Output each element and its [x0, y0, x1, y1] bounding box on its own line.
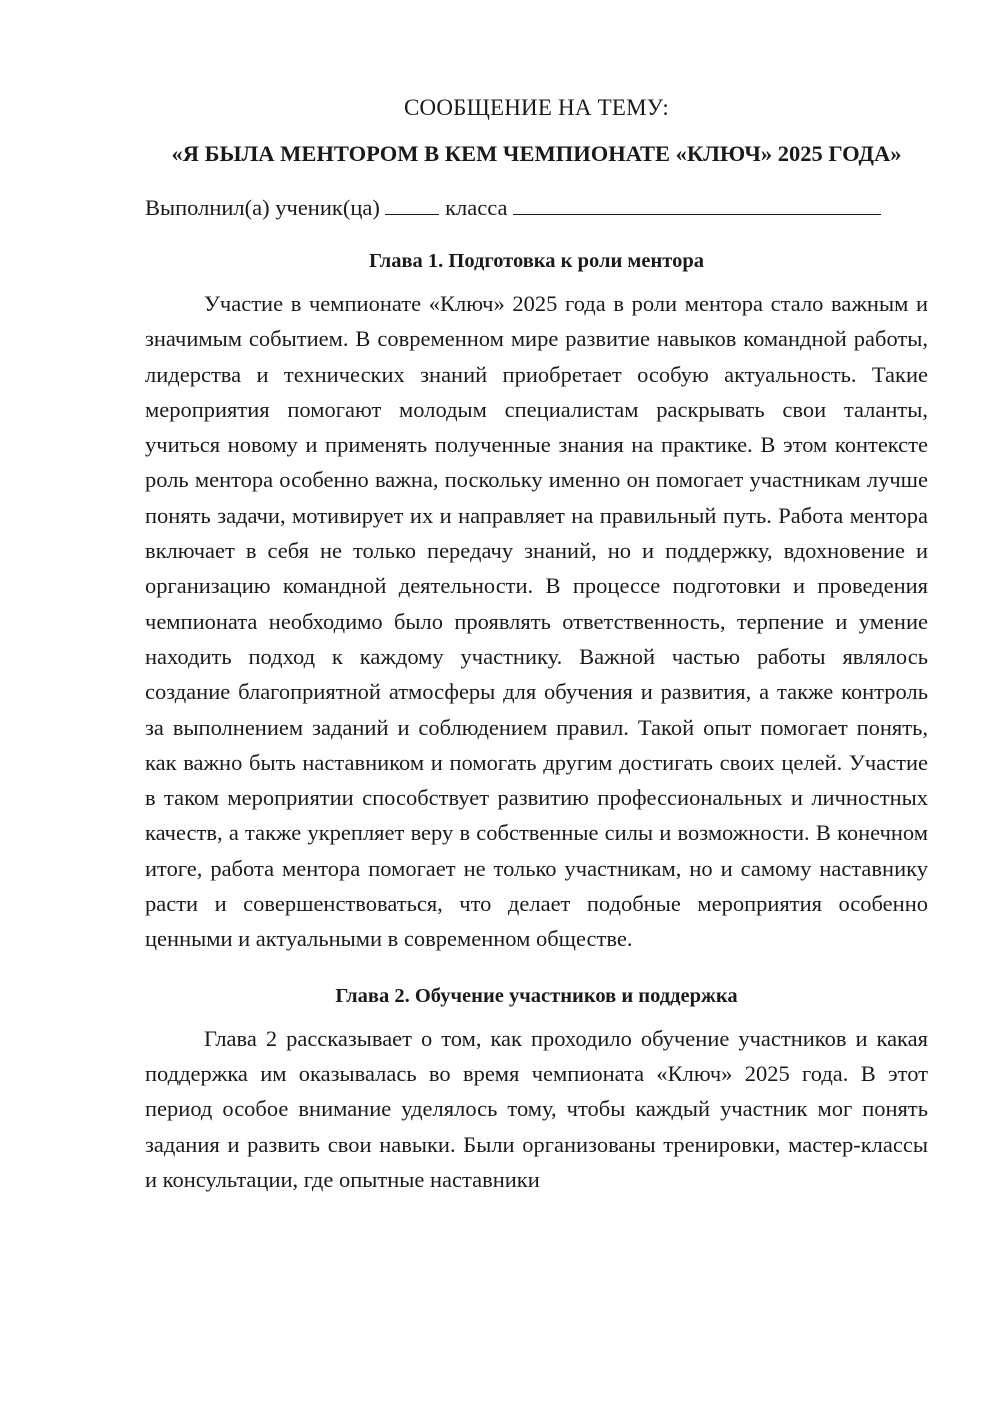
document-page: [145, 92, 928, 1197]
chapter-1-paragraph: Участие в чемпионате «Ключ» 2025 года в роли ментора стало важным и значимым событием. В современном мире развитие навыков командной работы, лидерства и технических знаний приобретает особую актуальность. Такие мероприятия помогают молодым специалистам раскрывать свои таланты, учиться новому и применять полученные знания на практике. В этом контексте роль ментора особенно важна, поскольку именно он помогает участникам лучше понять задачи, мотивирует их и направляет на правильный путь. Работа ментора включает в себя не только передачу знаний, но и поддержку, вдохновение и организацию командной деятельности. В процессе подготовки и проведения чемпионата необходимо было проявлять ответственность, терпение и умение находить подход к каждому участнику. Важной частью работы являлось создание благоприятной атмосферы для обучения и развития, а также контроль за выполнением заданий и соблюдением правил. Такой опыт помогает понять, как важно быть наставником и помогать другим достигать своих целей. Участие в таком мероприятии способствует развитию профессиональных и личностных качеств, а также укрепляет веру в собственные силы и возможности. В конечном итоге, работа ментора помогает не только участникам, но и самому наставнику расти и совершенствоваться, что делает подобные мероприятия особенно ценными и актуальными в современном обществе.: [145, 291, 928, 952]
document-title: СООБЩЕНИЕ НА ТЕМУ:: [404, 95, 669, 120]
grade-blank: [385, 194, 439, 215]
chapter-1-heading: Глава 1. Подготовка к роли ментора: [369, 250, 704, 272]
document-subtitle: «Я БЫЛА МЕНТОРОМ В КЕМ ЧЕМПИОНАТЕ «КЛЮЧ» 2025 ГОДА»: [171, 141, 902, 166]
author-line: [145, 192, 928, 224]
author-prefix: Выполнил(а) ученик(ца): [145, 195, 380, 220]
name-blank: [513, 194, 881, 215]
author-class-label: класса: [445, 195, 508, 220]
chapter-2-heading: Глава 2. Обучение участников и поддержка: [335, 984, 738, 1007]
chapter-2-paragraph: Глава 2 рассказывает о том, как проходило обучение участников и какая поддержка им оказывалась во время чемпионата «Ключ» 2025 года. В этот период особое внимание уделялось тому, чтобы каждый участник мог понять задания и развить свои навыки. Были организованы тренировки, мастер-классы и консультации, где опытные наставники: [145, 1025, 928, 1192]
